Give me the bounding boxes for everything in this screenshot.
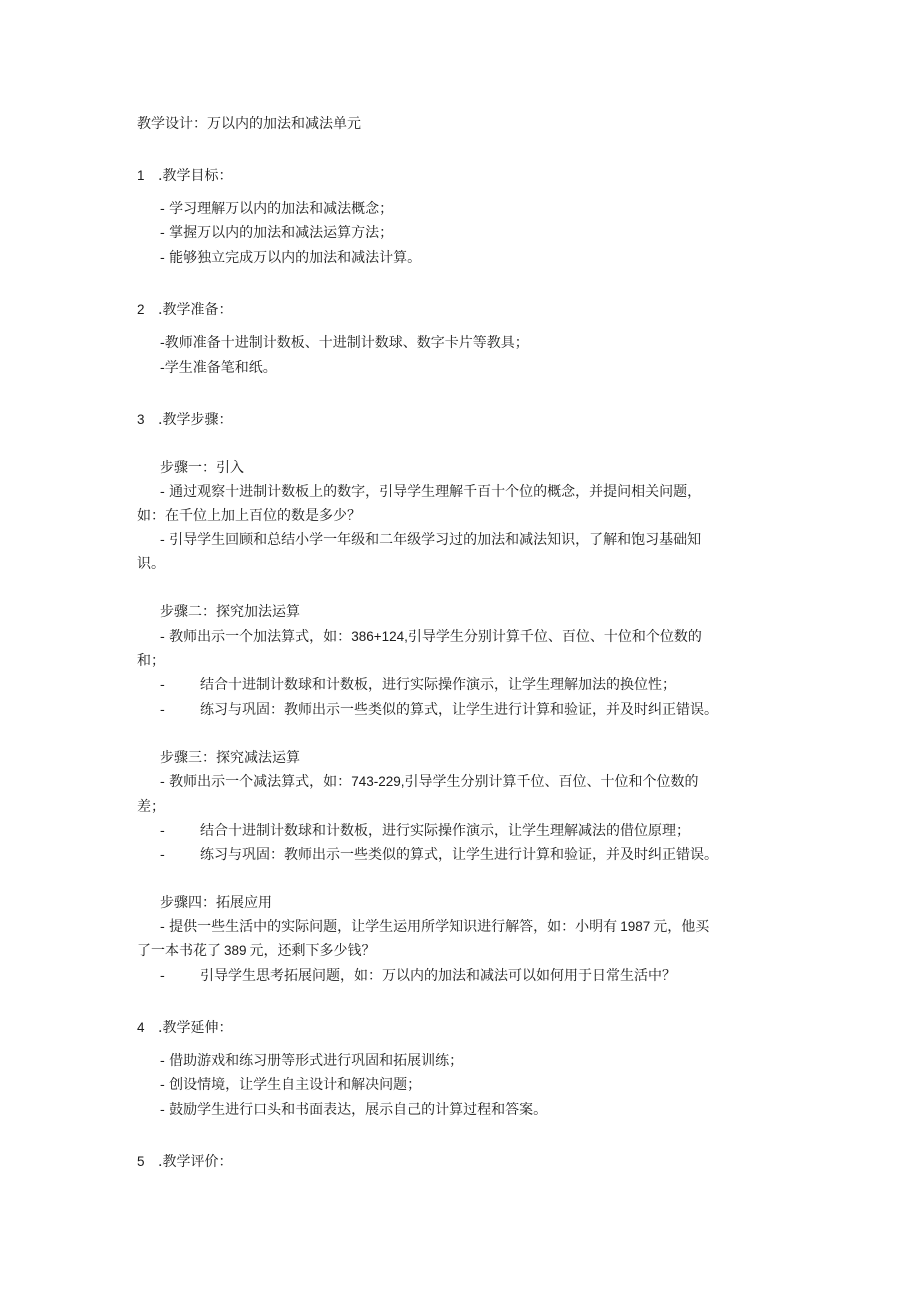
step-2-expression: 386+124, <box>351 629 408 644</box>
step-4-line: 引导学生思考拓展问题，如：万以内的加法和减法可以如何用于日常生活中？ <box>200 968 676 984</box>
step-3-text: 引导学生分别计算千位、百位、十位和个位数的 <box>404 774 699 790</box>
step-3-line: 练习与巩固：教师出示一些类似的算式，让学生进行计算和验证，并及时纠正错误。 <box>200 847 718 863</box>
section-1-item: - 能够独立完成万以内的加法和减法计算。 <box>160 250 422 266</box>
section-1-heading: .教学目标： <box>158 168 233 184</box>
step-2-dash: - <box>160 702 165 718</box>
step-4-text: 元，还剩下多少钱？ <box>249 943 376 959</box>
step-2-text: - 教师出示一个加法算式，如： <box>160 629 352 645</box>
step-4-text: 元，他买 <box>653 919 710 935</box>
step-4-dash: - <box>160 968 165 984</box>
step-3-line: 结合十进制计数球和计数板，进行实际操作演示，让学生理解减法的借位原理； <box>200 823 690 839</box>
step-3-text: - 教师出示一个减法算式，如： <box>160 774 352 790</box>
step-1-line: - 引导学生回顾和总结小学一年级和二年级学习过的加法和减法知识，了解和饱习基础知 <box>160 532 702 548</box>
step-2-line <box>160 627 702 647</box>
section-4-item: - 鼓励学生进行口头和书面表达，展示自己的计算过程和答案。 <box>160 1102 548 1118</box>
section-4-item: - 借助游戏和练习册等形式进行巩固和拓展训练； <box>160 1053 464 1069</box>
section-5-heading: .教学评价： <box>158 1154 233 1170</box>
section-1-item: - 学习理解万以内的加法和减法概念； <box>160 201 394 217</box>
section-2-number: 2 <box>137 302 145 317</box>
section-5-number: 5 <box>137 1154 145 1169</box>
section-4-item: - 创设情境，让学生自主设计和解决问题； <box>160 1077 422 1093</box>
section-3-number: 3 <box>137 412 145 427</box>
section-2-item: -教师准备十进制计数板、十进制计数球、数字卡片等教具； <box>160 335 529 351</box>
step-4-line <box>160 917 709 937</box>
step-4-amount: 389 <box>224 943 247 958</box>
section-2-item: -学生准备笔和纸。 <box>160 360 277 376</box>
section-3-heading: .教学步骤： <box>158 412 233 428</box>
step-2-line: 结合十进制计数球和计数板，进行实际操作演示，让学生理解加法的换位性； <box>200 677 676 693</box>
step-3-expression: 743-229, <box>351 774 405 789</box>
step-1-title: 步骤一：引入 <box>160 460 244 476</box>
section-4-number: 4 <box>137 1020 145 1035</box>
step-4-text: 了一本书花了 <box>137 943 221 959</box>
step-2-dash: - <box>160 677 165 693</box>
step-1-line: 识。 <box>137 556 165 572</box>
section-2-heading: .教学准备： <box>158 302 233 318</box>
step-4-title: 步骤四：拓展应用 <box>160 895 272 911</box>
step-4-text: - 提供一些生活中的实际问题，让学生运用所学知识进行解答，如：小明有 <box>160 919 618 935</box>
step-2-line: 和； <box>137 653 165 669</box>
step-2-text: 引导学生分别计算千位、百位、十位和个位数的 <box>407 629 702 645</box>
section-1-number: 1 <box>137 168 145 183</box>
document-title: 教学设计：万以内的加法和减法单元 <box>137 116 361 132</box>
step-3-dash: - <box>160 847 165 863</box>
step-4-amount: 1987 <box>620 919 651 934</box>
step-2-line: 练习与巩固：教师出示一些类似的算式，让学生进行计算和验证，并及时纠正错误。 <box>200 702 718 718</box>
step-2-title: 步骤二：探究加法运算 <box>160 604 300 620</box>
step-3-dash: - <box>160 823 165 839</box>
step-3-title: 步骤三：探究减法运算 <box>160 750 300 766</box>
section-1-item: - 掌握万以内的加法和减法运算方法； <box>160 225 394 241</box>
step-1-line: - 通过观察十进制计数板上的数字，引导学生理解千百十个位的概念，并提问相关问题， <box>160 484 702 500</box>
step-3-line: 差； <box>137 799 165 815</box>
step-1-line: 如：在千位上加上百位的数是多少？ <box>137 508 361 524</box>
step-3-line <box>160 772 698 792</box>
section-4-heading: .教学延伸： <box>158 1020 233 1036</box>
step-4-line <box>137 941 376 961</box>
